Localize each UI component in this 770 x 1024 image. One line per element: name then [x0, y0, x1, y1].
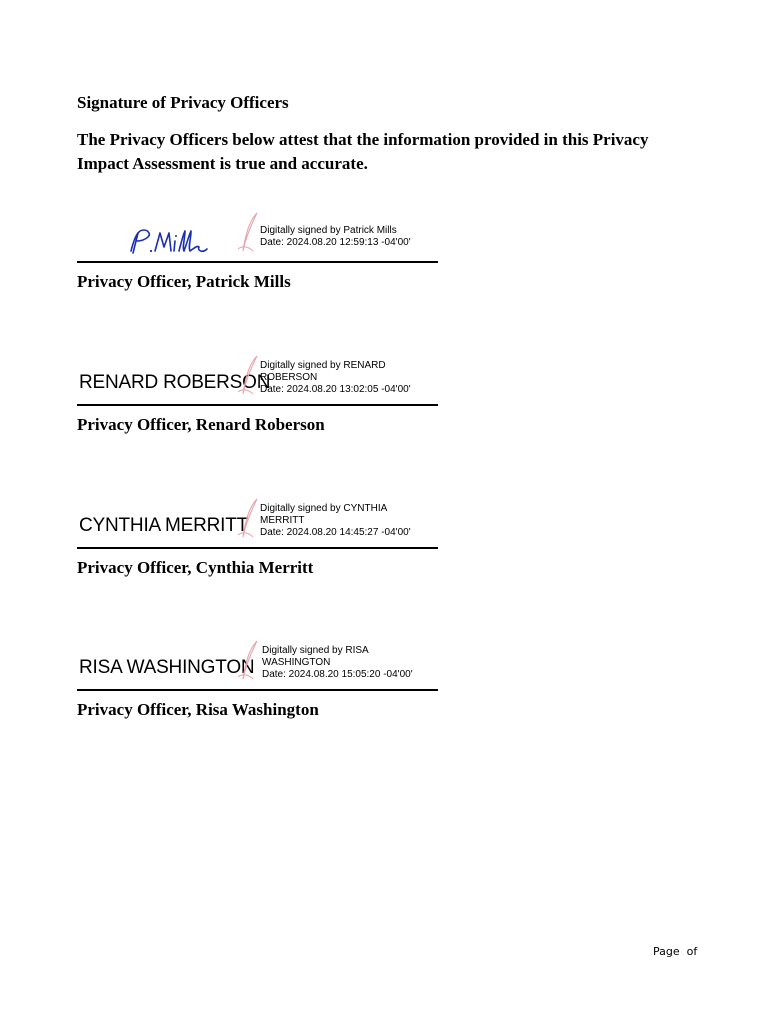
signature-block-renard-roberson	[77, 358, 437, 436]
signed-by-line: Digitally signed by RISA	[262, 645, 369, 656]
signature-block-cynthia-merritt	[77, 501, 437, 579]
digital-signature-details	[262, 645, 413, 681]
signature-line	[77, 261, 438, 263]
signed-date-line: Date: 2024.08.20 15:05:20 -04'00'	[262, 669, 413, 680]
adobe-sign-mark-icon	[235, 497, 261, 543]
signature-line	[77, 689, 438, 691]
digital-signature-details	[260, 503, 411, 539]
adobe-sign-mark-icon	[235, 211, 261, 257]
signed-by-line: Digitally signed by RENARD	[260, 360, 386, 371]
attestation-text-line-1: The Privacy Officers below attest that the information provided in this Privacy	[77, 130, 649, 149]
digital-signature-details	[260, 360, 411, 396]
signed-date-line: Date: 2024.08.20 12:59:13 -04'00'	[260, 237, 411, 248]
section-title: Signature of Privacy Officers	[77, 93, 289, 112]
signature-block-risa-washington	[77, 643, 437, 721]
signed-date-line: Date: 2024.08.20 13:02:05 -04'00'	[260, 384, 411, 395]
digital-signature-details	[260, 225, 411, 249]
typed-signature-name[interactable]: RISA WASHINGTON	[79, 657, 255, 678]
signature-caption: Privacy Officer, Cynthia Merritt	[77, 558, 314, 577]
signature-block-patrick-mills	[77, 215, 437, 293]
signed-by-line-continued: MERRITT	[260, 515, 305, 526]
page-number-footer: Page of	[653, 945, 698, 958]
typed-signature-name[interactable]: RENARD ROBERSON	[79, 372, 271, 393]
adobe-sign-mark-icon	[235, 354, 261, 400]
attestation-text-line-2: Impact Assessment is true and accurate.	[77, 154, 368, 173]
signature-line	[77, 404, 438, 406]
adobe-sign-mark-icon	[235, 639, 261, 685]
signed-by-line: Digitally signed by Patrick Mills	[260, 225, 397, 236]
handwritten-signature[interactable]	[127, 225, 211, 257]
signed-by-line: Digitally signed by CYNTHIA	[260, 503, 388, 514]
signed-date-line: Date: 2024.08.20 14:45:27 -04'00'	[260, 527, 411, 538]
signed-by-line-continued: ROBERSON	[260, 372, 318, 383]
signature-caption: Privacy Officer, Patrick Mills	[77, 272, 291, 291]
signature-caption: Privacy Officer, Risa Washington	[77, 700, 319, 719]
signed-by-line-continued: WASHINGTON	[262, 657, 331, 668]
signature-line	[77, 547, 438, 549]
signature-caption: Privacy Officer, Renard Roberson	[77, 415, 325, 434]
typed-signature-name[interactable]: CYNTHIA MERRITT	[79, 515, 249, 536]
